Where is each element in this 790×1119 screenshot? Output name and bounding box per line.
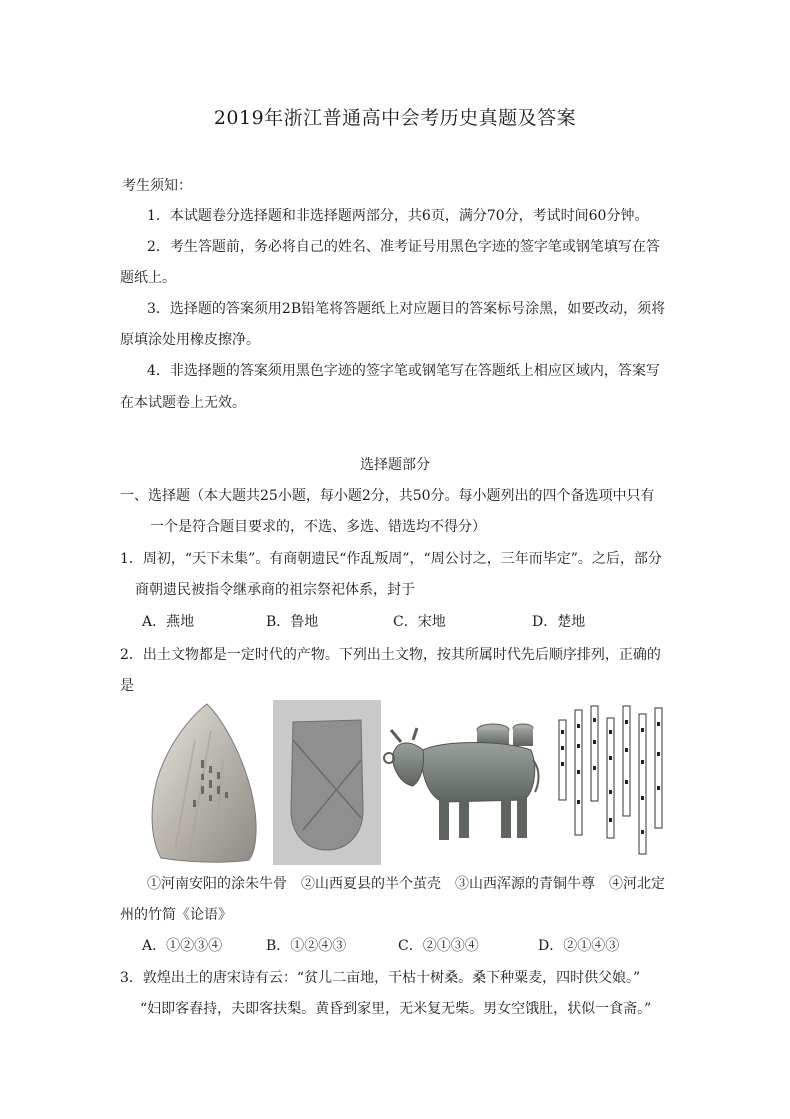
notice-item-2-cont: 题纸上。 <box>120 270 176 286</box>
q2-option-a: A．①②③④ <box>142 938 223 954</box>
q1-option-a: A．燕地 <box>142 614 195 630</box>
notice-item-1: 1．本试题卷分选择题和非选择题两部分，共6页，满分70分，考试时间60分钟。 <box>147 208 649 224</box>
q2-option-c: C．②①③④ <box>398 938 479 954</box>
section-instruction: 一、选择题（本大题共25小题，每小题2分，共50分。每小题列出的四个备选项中只有 <box>120 488 655 504</box>
q2-option-d: D．②①④③ <box>538 938 620 954</box>
section-title: 选择题部分 <box>360 457 430 473</box>
question-2-stem: 2．出土文物都是一定时代的产物。下列出土文物，按其所属时代先后顺序排列，正确的 <box>120 647 661 663</box>
figure-caption: ①河南安阳的涂朱牛骨 ②山西夏县的半个茧壳 ③山西浑源的青铜牛尊 ④河北定 <box>147 876 665 892</box>
cocoon-image <box>273 700 381 865</box>
question-1-stem-cont: 商朝遗民被指令继承商的祖宗祭祀体系，封于 <box>135 582 415 598</box>
figure-caption-cont: 州的竹简《论语》 <box>120 907 232 923</box>
notice-heading: 考生须知： <box>122 178 192 194</box>
ox-bone-image <box>145 700 263 865</box>
q2-option-b: B．①②④③ <box>266 938 347 954</box>
notice-item-4: 4．非选择题的答案须用黑色字迹的签字笔或钢笔写在答题纸上相应区域内，答案写 <box>147 363 660 379</box>
bronze-ox-zun-image <box>383 700 543 865</box>
page-title: 2019年浙江普通高中会考历史真题及答案 <box>213 107 577 129</box>
bamboo-slips-image <box>553 700 673 865</box>
notice-item-2: 2．考生答题前，务必将自己的姓名、准考证号用黑色字迹的签字笔或钢笔填写在答 <box>147 239 660 255</box>
notice-item-3: 3．选择题的答案须用2B铅笔将答题纸上对应题目的答案标号涂黑，如要改动，须将 <box>147 301 666 317</box>
notice-item-3-cont: 原填涂处用橡皮擦净。 <box>120 332 260 348</box>
question-2-stem-cont: 是 <box>120 678 134 694</box>
question-1-stem: 1．周初，“天下未集”。有商朝遗民“作乱叛周”，“周公讨之，三年而毕定”。之后，部分 <box>120 551 662 567</box>
section-instruction-cont: 一个是符合题目要求的，不选、多选、错选均不得分） <box>150 519 486 535</box>
question-3-stem-cont: “妇即客舂持，夫即客扶梨。黄昏到家里，无米复无柴。男女空饿肚，状似一食斋。” <box>140 1001 652 1017</box>
question-3-stem: 3．敦煌出土的唐宋诗有云：“贫儿二亩地，干枯十树桑。桑下种粟麦，四时供父娘。” <box>120 970 641 986</box>
q1-option-b: B．鲁地 <box>266 614 319 630</box>
q1-option-c: C．宋地 <box>393 614 446 630</box>
q1-option-d: D．楚地 <box>532 614 586 630</box>
notice-item-4-cont: 在本试题卷上无效。 <box>120 395 246 411</box>
